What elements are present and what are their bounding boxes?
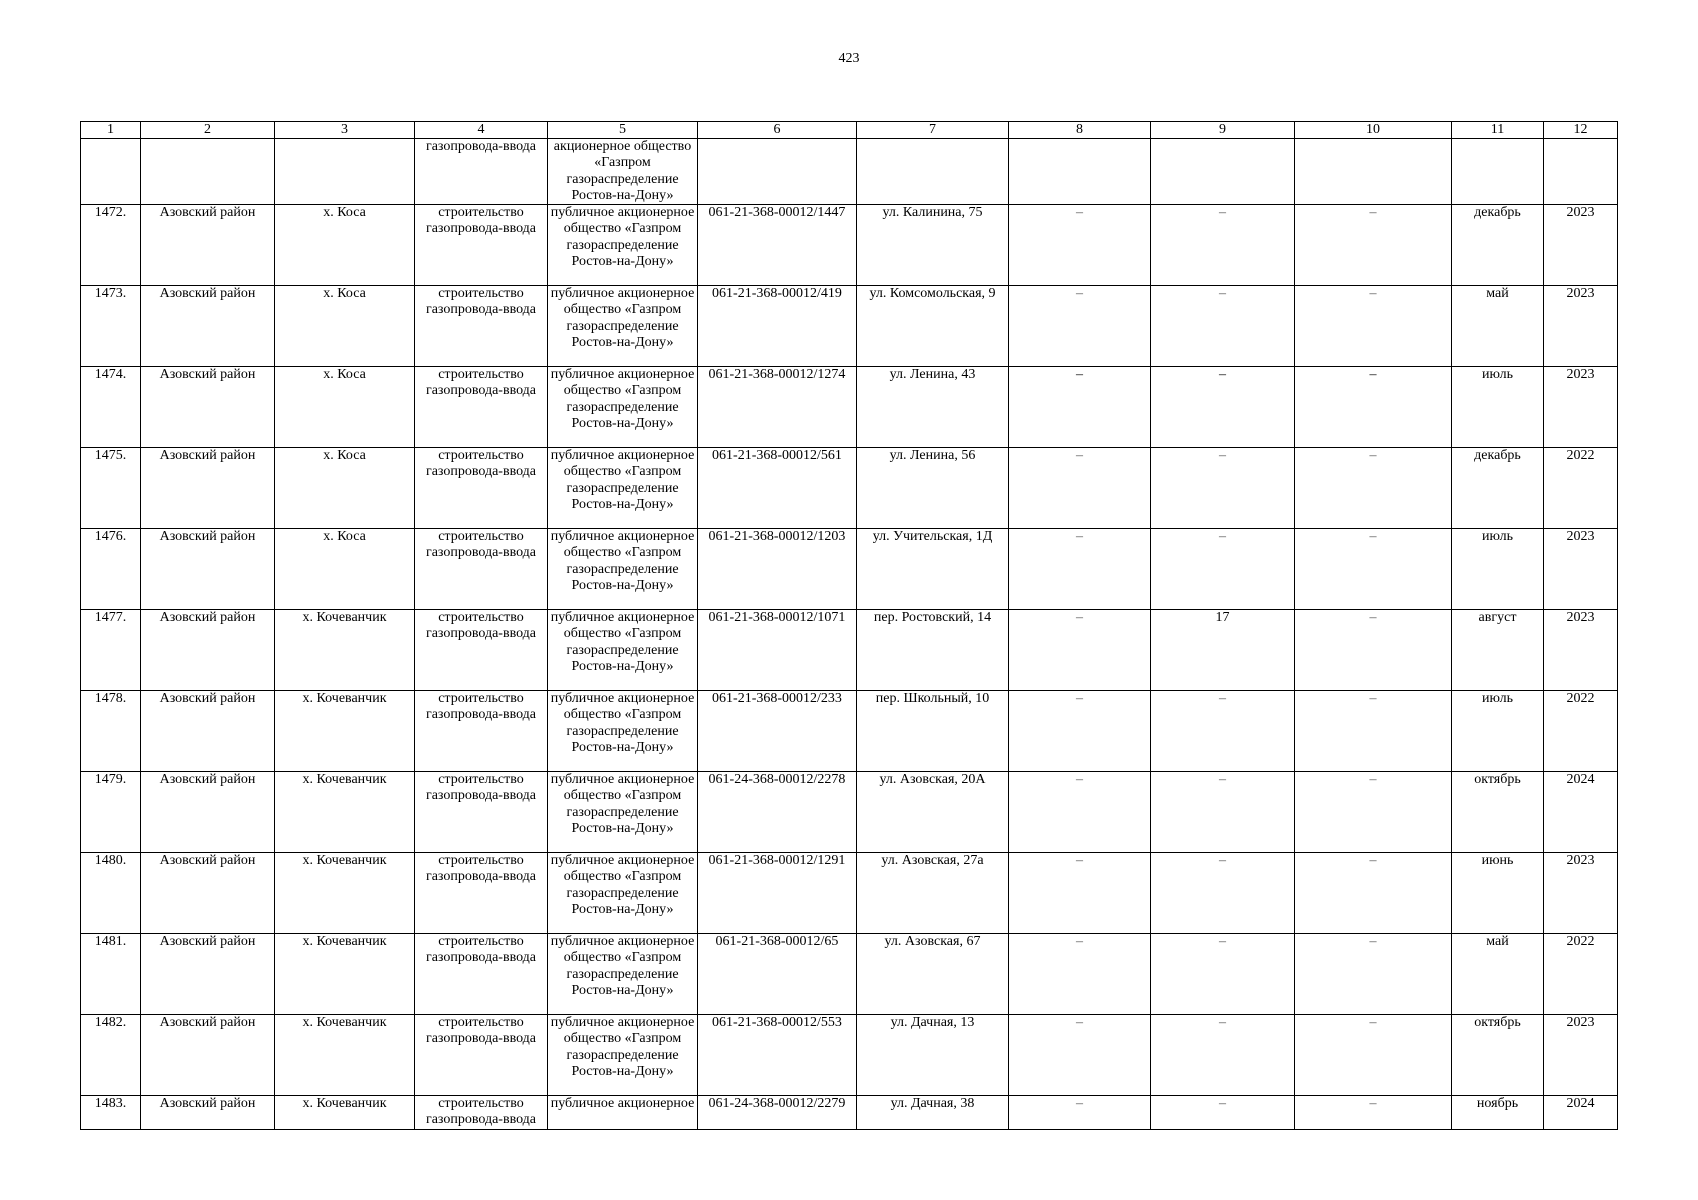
cell-work: строительство газопровода-ввода xyxy=(415,610,548,691)
cell-settlement: х. Кочеванчик xyxy=(275,934,415,1015)
cell-number: 1472. xyxy=(81,205,141,286)
cell-col9: – xyxy=(1151,286,1295,367)
cell-col10: – xyxy=(1295,853,1452,934)
cell-col9: – xyxy=(1151,448,1295,529)
data-table xyxy=(80,121,1618,1130)
cell-number: 1475. xyxy=(81,448,141,529)
column-header: 2 xyxy=(141,122,275,139)
cell-empty xyxy=(1452,139,1544,205)
cell-month: май xyxy=(1452,934,1544,1015)
cell-district: Азовский район xyxy=(141,448,275,529)
cell-district: Азовский район xyxy=(141,367,275,448)
cell-organization: публичное акционерное общество «Газпром газораспределение Ростов-на-Дону» xyxy=(548,610,698,691)
cell-code: 061-21-368-00012/1071 xyxy=(698,610,857,691)
cell-year: 2023 xyxy=(1544,367,1618,448)
table-row xyxy=(81,205,1618,286)
cell-district: Азовский район xyxy=(141,529,275,610)
cell-settlement: х. Кочеванчик xyxy=(275,691,415,772)
cell-empty xyxy=(1009,139,1151,205)
cell-empty xyxy=(1295,139,1452,205)
table-row xyxy=(81,853,1618,934)
cell-col10: – xyxy=(1295,448,1452,529)
cell-number: 1479. xyxy=(81,772,141,853)
cell-code: 061-21-368-00012/65 xyxy=(698,934,857,1015)
table-row xyxy=(81,934,1618,1015)
cell-month: июнь xyxy=(1452,853,1544,934)
cell-empty xyxy=(81,139,141,205)
cell-address: ул. Азовская, 67 xyxy=(857,934,1009,1015)
cell-code: 061-24-368-00012/2278 xyxy=(698,772,857,853)
cell-work: строительство газопровода-ввода xyxy=(415,367,548,448)
cell-district: Азовский район xyxy=(141,610,275,691)
cell-empty xyxy=(857,139,1009,205)
cell-col10: – xyxy=(1295,610,1452,691)
column-header: 1 xyxy=(81,122,141,139)
cell-settlement: х. Коса xyxy=(275,529,415,610)
cell-year: 2024 xyxy=(1544,1096,1618,1130)
cell-work: строительство газопровода-ввода xyxy=(415,853,548,934)
cell-address: ул. Ленина, 56 xyxy=(857,448,1009,529)
cell-col9: – xyxy=(1151,772,1295,853)
cell-code: 061-21-368-00012/233 xyxy=(698,691,857,772)
cell-col10: – xyxy=(1295,934,1452,1015)
cell-settlement: х. Коса xyxy=(275,205,415,286)
cell-district: Азовский район xyxy=(141,286,275,367)
cell-district: Азовский район xyxy=(141,934,275,1015)
cell-month: июль xyxy=(1452,367,1544,448)
cell-work: строительство газопровода-ввода xyxy=(415,529,548,610)
cell-code: 061-24-368-00012/2279 xyxy=(698,1096,857,1130)
cell-col10: – xyxy=(1295,1096,1452,1130)
cell-month: октябрь xyxy=(1452,772,1544,853)
table-row xyxy=(81,772,1618,853)
table-row xyxy=(81,529,1618,610)
continuation-row xyxy=(81,139,1618,205)
cell-district: Азовский район xyxy=(141,853,275,934)
cell-col8: – xyxy=(1009,286,1151,367)
cell-month: декабрь xyxy=(1452,205,1544,286)
cell-organization: публичное акционерное общество «Газпром газораспределение Ростов-на-Дону» xyxy=(548,367,698,448)
cell-address: ул. Азовская, 20А xyxy=(857,772,1009,853)
cell-work: строительство газопровода-ввода xyxy=(415,205,548,286)
cell-empty xyxy=(698,139,857,205)
column-header: 10 xyxy=(1295,122,1452,139)
cell-address: пер. Ростовский, 14 xyxy=(857,610,1009,691)
cell-col10: – xyxy=(1295,205,1452,286)
cell-district: Азовский район xyxy=(141,772,275,853)
cell-year: 2023 xyxy=(1544,286,1618,367)
cell-work: строительство газопровода-ввода xyxy=(415,934,548,1015)
page-number: 423 xyxy=(838,51,860,66)
cell-address: пер. Школьный, 10 xyxy=(857,691,1009,772)
cell-work: строительство газопровода-ввода xyxy=(415,286,548,367)
cell-empty xyxy=(1544,139,1618,205)
cell-col9: – xyxy=(1151,1096,1295,1130)
cell-settlement: х. Кочеванчик xyxy=(275,853,415,934)
cell-col9: 17 xyxy=(1151,610,1295,691)
cell-organization: публичное акционерное общество «Газпром газораспределение Ростов-на-Дону» xyxy=(548,1015,698,1096)
cell-code: 061-21-368-00012/561 xyxy=(698,448,857,529)
cell-col8: – xyxy=(1009,529,1151,610)
cell-organization: публичное акционерное общество «Газпром газораспределение Ростов-на-Дону» xyxy=(548,853,698,934)
column-header: 9 xyxy=(1151,122,1295,139)
cell-address: ул. Калинина, 75 xyxy=(857,205,1009,286)
cell-number: 1478. xyxy=(81,691,141,772)
cell-organization: публичное акционерное общество «Газпром газораспределение Ростов-на-Дону» xyxy=(548,934,698,1015)
cell-empty xyxy=(275,139,415,205)
column-header: 3 xyxy=(275,122,415,139)
cell-year: 2024 xyxy=(1544,772,1618,853)
cell-month: июль xyxy=(1452,691,1544,772)
cell-col10: – xyxy=(1295,529,1452,610)
cell-empty xyxy=(141,139,275,205)
cell-year: 2023 xyxy=(1544,529,1618,610)
cell-district: Азовский район xyxy=(141,1015,275,1096)
cell-month: август xyxy=(1452,610,1544,691)
cell-work: строительство газопровода-ввода xyxy=(415,772,548,853)
cell-empty xyxy=(1151,139,1295,205)
column-header: 8 xyxy=(1009,122,1151,139)
cell-col8: – xyxy=(1009,610,1151,691)
column-header: 4 xyxy=(415,122,548,139)
cell-work: строительство газопровода-ввода xyxy=(415,448,548,529)
column-number-row xyxy=(81,122,1618,139)
cell-settlement: х. Кочеванчик xyxy=(275,1096,415,1130)
table-row xyxy=(81,367,1618,448)
cell-month: май xyxy=(1452,286,1544,367)
cell-col8: – xyxy=(1009,1096,1151,1130)
cell-col8: – xyxy=(1009,448,1151,529)
cell-settlement: х. Коса xyxy=(275,286,415,367)
table-row xyxy=(81,286,1618,367)
cell-district: Азовский район xyxy=(141,1096,275,1130)
cell-col8: – xyxy=(1009,853,1151,934)
table-row xyxy=(81,610,1618,691)
cell-settlement: х. Кочеванчик xyxy=(275,610,415,691)
cell-number: 1473. xyxy=(81,286,141,367)
cell-col10: – xyxy=(1295,1015,1452,1096)
table-row xyxy=(81,1015,1618,1096)
cell-year: 2022 xyxy=(1544,448,1618,529)
cell-col9: – xyxy=(1151,205,1295,286)
cell-col10: – xyxy=(1295,691,1452,772)
cell-number: 1476. xyxy=(81,529,141,610)
cell-address: ул. Азовская, 27а xyxy=(857,853,1009,934)
cell-year: 2023 xyxy=(1544,205,1618,286)
cell-col9: – xyxy=(1151,934,1295,1015)
cell-organization: публичное акционерное общество «Газпром газораспределение Ростов-на-Дону» xyxy=(548,205,698,286)
cell-number: 1480. xyxy=(81,853,141,934)
cell-address: ул. Комсомольская, 9 xyxy=(857,286,1009,367)
cell-year: 2023 xyxy=(1544,1015,1618,1096)
cell-col8: – xyxy=(1009,772,1151,853)
cell-code: 061-21-368-00012/553 xyxy=(698,1015,857,1096)
cell-organization: публичное акционерное общество «Газпром газораспределение Ростов-на-Дону» xyxy=(548,529,698,610)
table-row xyxy=(81,448,1618,529)
cell-col9: – xyxy=(1151,691,1295,772)
cell-work: строительство газопровода-ввода xyxy=(415,1015,548,1096)
cell-number: 1477. xyxy=(81,610,141,691)
cell-year: 2023 xyxy=(1544,610,1618,691)
cell-number: 1474. xyxy=(81,367,141,448)
cell-col8: – xyxy=(1009,205,1151,286)
cell-district: Азовский район xyxy=(141,205,275,286)
cell-month: ноябрь xyxy=(1452,1096,1544,1130)
cell-organization: публичное акционерное общество «Газпром газораспределение Ростов-на-Дону» xyxy=(548,691,698,772)
cell-col8: – xyxy=(1009,691,1151,772)
cell-work: строительство газопровода-ввода xyxy=(415,1096,548,1130)
column-header: 6 xyxy=(698,122,857,139)
cell-year: 2022 xyxy=(1544,934,1618,1015)
cell-address: ул. Дачная, 38 xyxy=(857,1096,1009,1130)
cell-work: газопровода-ввода xyxy=(415,139,548,205)
column-header: 7 xyxy=(857,122,1009,139)
cell-code: 061-21-368-00012/1447 xyxy=(698,205,857,286)
cell-code: 061-21-368-00012/1291 xyxy=(698,853,857,934)
cell-year: 2022 xyxy=(1544,691,1618,772)
cell-month: октябрь xyxy=(1452,1015,1544,1096)
table-row xyxy=(81,1096,1618,1130)
cell-number: 1483. xyxy=(81,1096,141,1130)
cell-col8: – xyxy=(1009,934,1151,1015)
cell-address: ул. Дачная, 13 xyxy=(857,1015,1009,1096)
cell-col9: – xyxy=(1151,1015,1295,1096)
cell-organization: акционерное общество «Газпром газораспределение Ростов-на-Дону» xyxy=(548,139,698,205)
cell-col10: – xyxy=(1295,367,1452,448)
cell-work: строительство газопровода-ввода xyxy=(415,691,548,772)
cell-col8: – xyxy=(1009,1015,1151,1096)
cell-col9: – xyxy=(1151,367,1295,448)
cell-col8: – xyxy=(1009,367,1151,448)
column-header: 11 xyxy=(1452,122,1544,139)
cell-organization: публичное акционерное общество «Газпром газораспределение Ростов-на-Дону» xyxy=(548,286,698,367)
cell-district: Азовский район xyxy=(141,691,275,772)
column-header: 12 xyxy=(1544,122,1618,139)
cell-col10: – xyxy=(1295,286,1452,367)
cell-code: 061-21-368-00012/1274 xyxy=(698,367,857,448)
cell-number: 1481. xyxy=(81,934,141,1015)
cell-organization: публичное акционерное общество «Газпром газораспределение Ростов-на-Дону» xyxy=(548,448,698,529)
cell-address: ул. Учительская, 1Д xyxy=(857,529,1009,610)
cell-settlement: х. Коса xyxy=(275,367,415,448)
cell-col10: – xyxy=(1295,772,1452,853)
cell-month: июль xyxy=(1452,529,1544,610)
cell-month: декабрь xyxy=(1452,448,1544,529)
cell-code: 061-21-368-00012/1203 xyxy=(698,529,857,610)
table-row xyxy=(81,691,1618,772)
cell-col9: – xyxy=(1151,529,1295,610)
cell-settlement: х. Коса xyxy=(275,448,415,529)
cell-number: 1482. xyxy=(81,1015,141,1096)
cell-settlement: х. Кочеванчик xyxy=(275,1015,415,1096)
cell-address: ул. Ленина, 43 xyxy=(857,367,1009,448)
cell-settlement: х. Кочеванчик xyxy=(275,772,415,853)
cell-organization: публичное акционерное общество «Газпром газораспределение Ростов-на-Дону» xyxy=(548,772,698,853)
cell-code: 061-21-368-00012/419 xyxy=(698,286,857,367)
cell-col9: – xyxy=(1151,853,1295,934)
cell-year: 2023 xyxy=(1544,853,1618,934)
cell-organization: публичное акционерное xyxy=(548,1096,698,1130)
column-header: 5 xyxy=(548,122,698,139)
